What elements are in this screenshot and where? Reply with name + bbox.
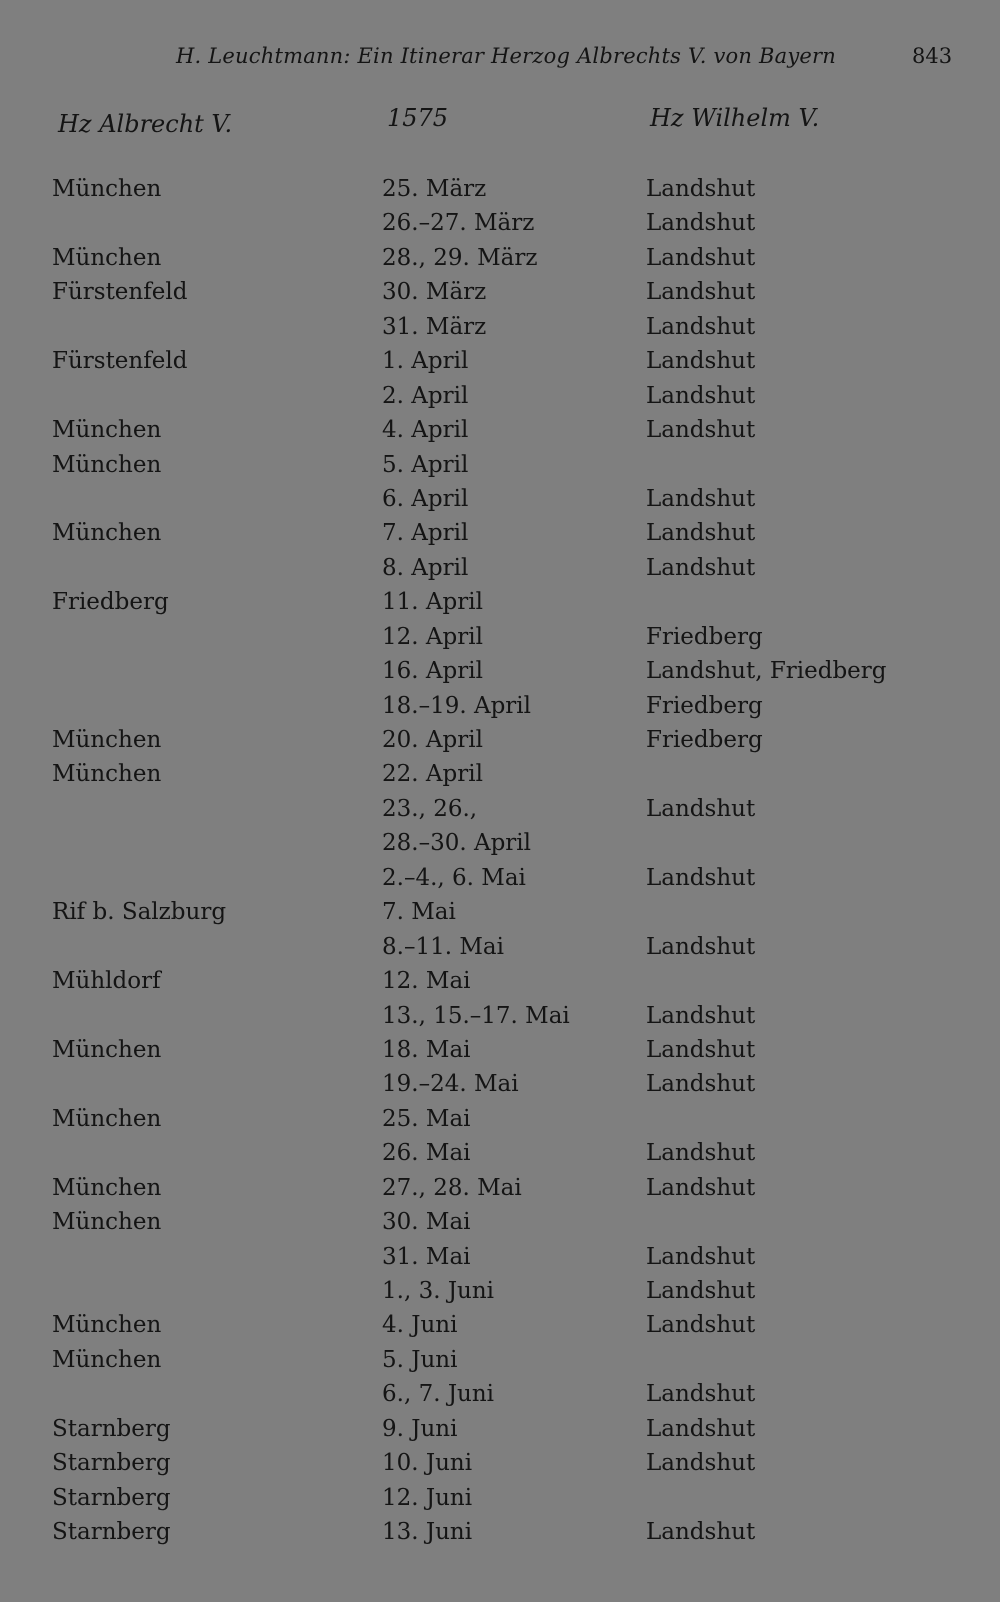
itinerary-table — [0, 172, 1000, 1550]
albrecht-location: Starnberg — [52, 1484, 171, 1511]
date-cell: 6., 7. Juni — [382, 1381, 495, 1408]
table-row — [0, 1446, 1000, 1480]
wilhelm-location: Landshut — [646, 348, 756, 375]
albrecht-location: München — [52, 244, 162, 271]
table-row — [0, 930, 1000, 964]
albrecht-location: München — [52, 1036, 162, 1063]
date-cell: 12. Juni — [382, 1484, 473, 1511]
table-row — [0, 241, 1000, 275]
wilhelm-location: Landshut — [646, 485, 756, 512]
table-row — [0, 895, 1000, 929]
table-row — [0, 1308, 1000, 1342]
albrecht-location: Friedberg — [52, 589, 169, 616]
table-row — [0, 1102, 1000, 1136]
date-cell: 11. April — [382, 589, 483, 616]
wilhelm-location: Landshut — [646, 1243, 756, 1270]
wilhelm-location: Friedberg — [646, 692, 763, 719]
table-row — [0, 516, 1000, 550]
albrecht-location: Starnberg — [52, 1415, 171, 1442]
table-row — [0, 1171, 1000, 1205]
table-row — [0, 1481, 1000, 1515]
date-cell: 27., 28. Mai — [382, 1174, 522, 1201]
wilhelm-location: Landshut — [646, 1174, 756, 1201]
date-cell: 30. Mai — [382, 1209, 471, 1236]
wilhelm-location: Friedberg — [646, 727, 763, 753]
table-row — [0, 757, 1000, 791]
table-row — [0, 275, 1000, 309]
date-cell: 12. Mai — [382, 968, 471, 995]
date-cell: 26.–27. März — [382, 210, 535, 237]
date-cell: 13., 15.–17. Mai — [382, 1002, 570, 1029]
date-cell: 8. April — [382, 554, 469, 581]
wilhelm-location: Landshut — [646, 1036, 756, 1063]
table-row — [0, 964, 1000, 998]
date-cell: 1., 3. Juni — [382, 1278, 495, 1304]
table-row — [0, 689, 1000, 723]
table-row — [0, 792, 1000, 826]
table-row — [0, 1067, 1000, 1101]
table-row — [0, 344, 1000, 378]
albrecht-location: München — [52, 1174, 162, 1201]
wilhelm-location: Landshut — [646, 176, 756, 202]
wilhelm-location: Landshut — [646, 279, 756, 306]
column-header-year: 1575 — [387, 104, 449, 132]
wilhelm-location: Landshut — [646, 1140, 756, 1167]
date-cell: 5. April — [382, 451, 469, 478]
table-row — [0, 413, 1000, 447]
date-cell: 30. März — [382, 279, 487, 306]
date-cell: 28., 29. März — [382, 244, 538, 271]
page-number: 843 — [912, 44, 953, 68]
date-cell: 19.–24. Mai — [382, 1071, 519, 1098]
albrecht-location: München — [52, 1346, 162, 1373]
date-cell: 6. April — [382, 485, 469, 512]
albrecht-location: Starnberg — [52, 1519, 171, 1546]
table-row — [0, 1240, 1000, 1274]
table-row — [0, 620, 1000, 654]
date-cell: 31. März — [382, 313, 487, 340]
wilhelm-location: Landshut, Friedberg — [646, 658, 887, 685]
table-row — [0, 999, 1000, 1033]
table-row — [0, 585, 1000, 619]
albrecht-location: München — [52, 1105, 162, 1132]
albrecht-location: München — [52, 1312, 162, 1339]
wilhelm-location: Landshut — [646, 1519, 756, 1546]
date-cell: 16. April — [382, 658, 483, 685]
date-cell: 20. April — [382, 727, 483, 753]
date-cell: 13. Juni — [382, 1519, 473, 1546]
table-row — [0, 1205, 1000, 1239]
albrecht-location: München — [52, 727, 162, 753]
table-row — [0, 206, 1000, 240]
date-cell: 25. Mai — [382, 1105, 471, 1132]
date-cell: 22. April — [382, 761, 483, 788]
running-title: H. Leuchtmann: Ein Itinerar Herzog Albrechts V. von Bayern — [176, 44, 836, 68]
running-head — [0, 42, 1000, 76]
table-row — [0, 379, 1000, 413]
wilhelm-location: Landshut — [646, 1450, 756, 1477]
table-row — [0, 448, 1000, 482]
date-cell: 18.–19. April — [382, 692, 532, 719]
wilhelm-location: Landshut — [646, 244, 756, 271]
table-row — [0, 1412, 1000, 1446]
albrecht-location: Starnberg — [52, 1450, 171, 1477]
table-row — [0, 310, 1000, 344]
wilhelm-location: Landshut — [646, 1312, 756, 1339]
date-cell: 31. Mai — [382, 1243, 471, 1270]
wilhelm-location: Landshut — [646, 1415, 756, 1442]
table-row — [0, 861, 1000, 895]
albrecht-location: München — [52, 417, 162, 444]
wilhelm-location: Landshut — [646, 864, 756, 891]
wilhelm-location: Friedberg — [646, 623, 763, 650]
albrecht-location: Mühldorf — [52, 968, 161, 995]
date-cell: 10. Juni — [382, 1450, 473, 1477]
albrecht-location: München — [52, 1209, 162, 1236]
date-cell: 5. Juni — [382, 1346, 458, 1373]
date-cell: 12. April — [382, 623, 483, 650]
albrecht-location: München — [52, 451, 162, 478]
wilhelm-location: Landshut — [646, 382, 756, 409]
date-cell: 23., 26., — [382, 795, 478, 822]
table-row — [0, 1515, 1000, 1549]
table-row — [0, 1136, 1000, 1170]
date-cell: 2.–4., 6. Mai — [382, 864, 526, 891]
date-cell: 4. April — [382, 417, 469, 444]
wilhelm-location: Landshut — [646, 1381, 756, 1408]
date-cell: 7. April — [382, 520, 469, 547]
table-row — [0, 1377, 1000, 1411]
table-row — [0, 551, 1000, 585]
table-row — [0, 1343, 1000, 1377]
albrecht-location: München — [52, 176, 162, 202]
date-cell: 28.–30. April — [382, 830, 532, 857]
date-cell: 2. April — [382, 382, 469, 409]
table-row — [0, 654, 1000, 688]
wilhelm-location: Landshut — [646, 1002, 756, 1029]
wilhelm-location: Landshut — [646, 520, 756, 547]
table-row — [0, 723, 1000, 757]
date-cell: 7. Mai — [382, 899, 456, 926]
albrecht-location: Rif b. Salzburg — [52, 899, 227, 926]
table-row — [0, 1274, 1000, 1308]
column-header-albrecht: Hz Albrecht V. — [58, 110, 233, 138]
table-row — [0, 172, 1000, 206]
albrecht-location: München — [52, 761, 162, 788]
date-cell: 1. April — [382, 348, 469, 375]
date-cell: 9. Juni — [382, 1415, 458, 1442]
date-cell: 26. Mai — [382, 1140, 471, 1167]
albrecht-location: Fürstenfeld — [52, 279, 188, 306]
albrecht-location: München — [52, 520, 162, 547]
date-cell: 4. Juni — [382, 1312, 458, 1339]
date-cell: 18. Mai — [382, 1036, 471, 1063]
wilhelm-location: Landshut — [646, 313, 756, 340]
wilhelm-location: Landshut — [646, 795, 756, 822]
date-cell: 8.–11. Mai — [382, 933, 504, 960]
table-row — [0, 482, 1000, 516]
wilhelm-location: Landshut — [646, 1071, 756, 1098]
column-header-wilhelm: Hz Wilhelm V. — [650, 104, 820, 132]
table-row — [0, 1033, 1000, 1067]
date-cell: 25. März — [382, 176, 487, 202]
wilhelm-location: Landshut — [646, 210, 756, 237]
wilhelm-location: Landshut — [646, 554, 756, 581]
albrecht-location: Fürstenfeld — [52, 348, 188, 375]
wilhelm-location: Landshut — [646, 1278, 756, 1304]
wilhelm-location: Landshut — [646, 417, 756, 444]
wilhelm-location: Landshut — [646, 933, 756, 960]
table-row — [0, 826, 1000, 860]
